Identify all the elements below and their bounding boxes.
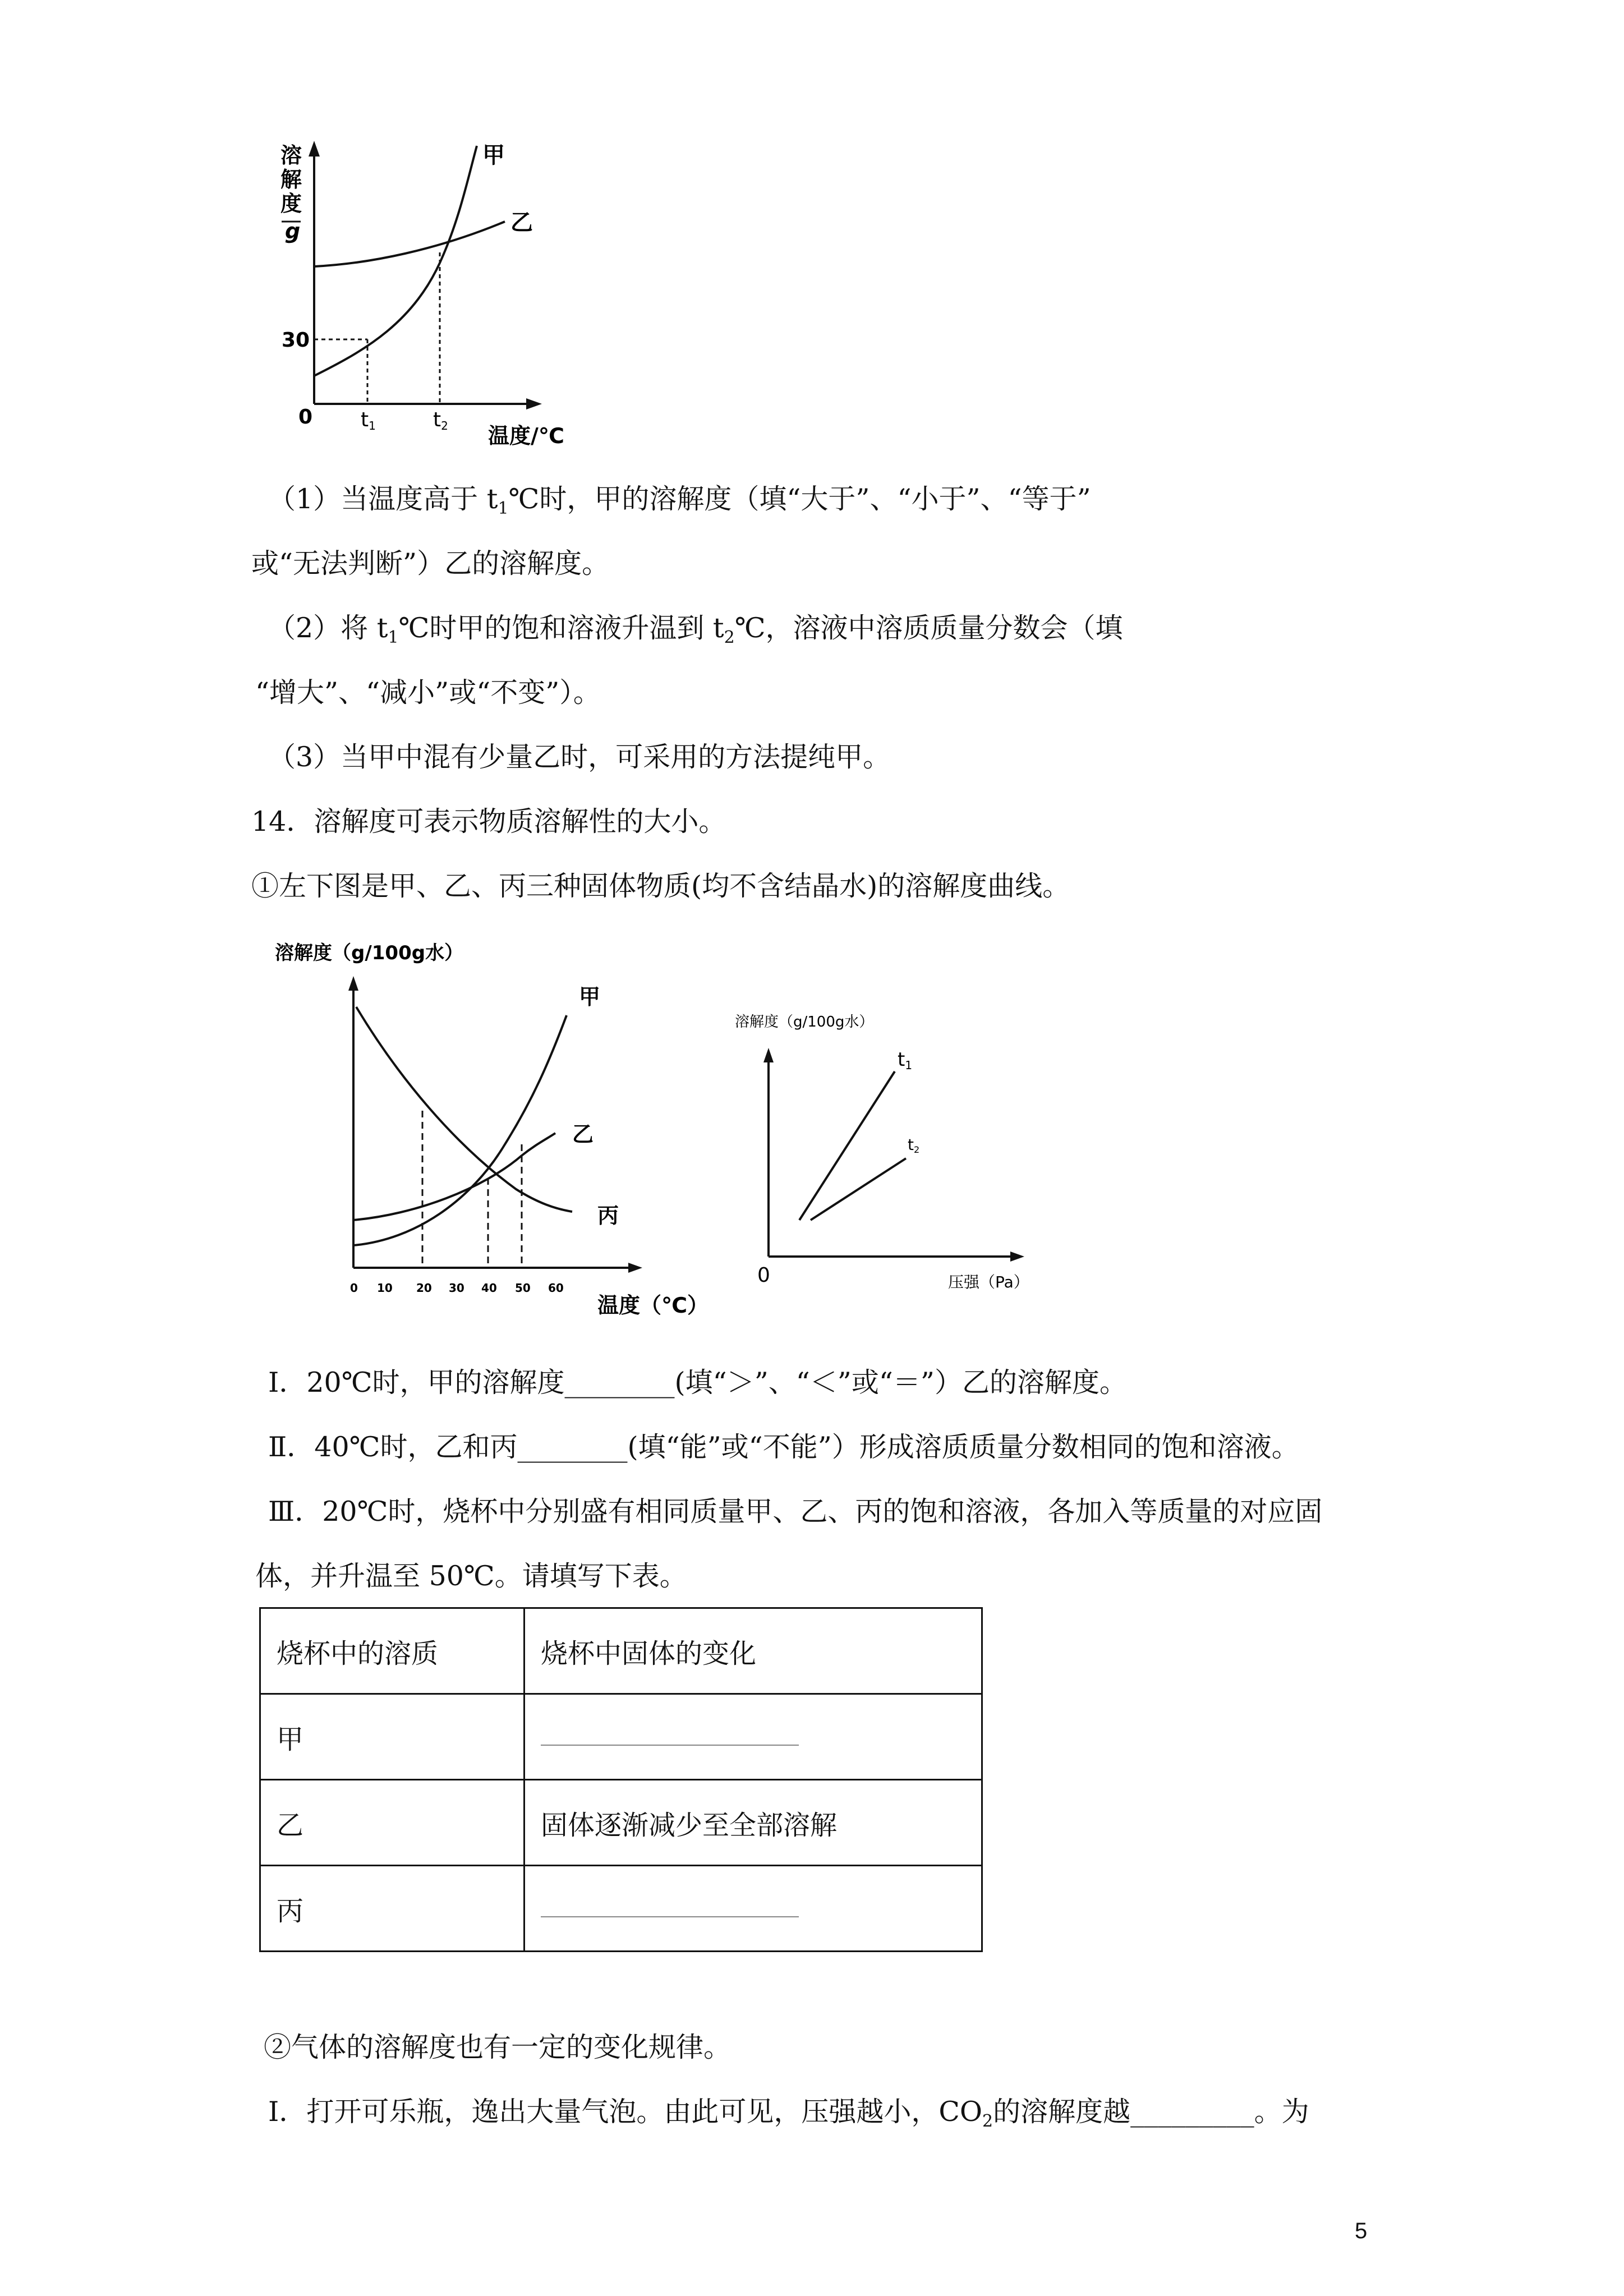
part2-title: ②气体的溶解度也有一定的变化规律。	[264, 2031, 732, 2063]
tick-t2: t2	[433, 408, 448, 432]
table-row	[260, 1866, 982, 1952]
q14-part1: ①左下图是甲、乙、丙三种固体物质(均不含结晶水)的溶解度曲线。	[251, 870, 1070, 902]
fig2-tick: 30	[449, 1281, 464, 1295]
fig2-label-bing: 丙	[597, 1203, 619, 1228]
tick-t1: t1	[361, 408, 376, 432]
fig3-y-label: 溶解度（g/100g水）	[735, 1014, 874, 1030]
q1-line-2: 或“无法判断”）乙的溶解度。	[251, 547, 610, 579]
fig3-label-t2: t2	[908, 1135, 920, 1155]
y-label-char-1: 溶	[280, 143, 302, 168]
y-label-char-2: 解	[280, 167, 302, 192]
fig3-origin: 0	[757, 1264, 770, 1287]
fig2-tick: 10	[377, 1281, 393, 1295]
table-row	[260, 1780, 982, 1866]
fig2-curve-yi	[353, 1133, 555, 1220]
page-number: 5	[1355, 2219, 1368, 2243]
fig2-tick: 20	[416, 1281, 432, 1295]
question-iii-line-2: 体，并升温至 50℃。请填写下表。	[255, 1560, 687, 1592]
fig2-tick: 60	[548, 1281, 564, 1295]
part2-question-i: Ⅰ．打开可乐瓶，逸出大量气泡。由此可见，压强越小，$CO_2$的溶解度越_________。为	[268, 2096, 1309, 2131]
cell-change-blank[interactable]	[525, 1866, 982, 1952]
fig3-x-label: 压强（Pa）	[948, 1273, 1029, 1291]
table-row	[260, 1694, 982, 1780]
question-ii: Ⅱ．40℃时，乙和丙________(填“能”或“不能”）形成溶质质量分数相同的饱和溶液。	[268, 1431, 1299, 1463]
question-iii-line-1: Ⅲ．20℃时，烧杯中分别盛有相同质量甲、乙、丙的饱和溶液，各加入等质量的对应固	[268, 1496, 1323, 1527]
y-axis-arrow	[309, 141, 320, 157]
cell-change: 固体逐渐减少至全部溶解	[525, 1780, 982, 1866]
answer-blank[interactable]	[541, 1899, 799, 1917]
fig2-curve-bing	[356, 1007, 572, 1212]
fig2-tick: 50	[515, 1281, 531, 1295]
y-unit: g	[285, 219, 301, 243]
fig2-tick: 0	[350, 1281, 358, 1295]
fig2-label-jia: 甲	[579, 984, 601, 1009]
y-label-char-3: 度	[280, 191, 302, 216]
fig2-x-arrow	[628, 1263, 642, 1273]
tick-30: 30	[282, 329, 310, 352]
q1-line-1: （1）当温度高于 $t_1℃$时，甲的溶解度（填“大于”、“小于”、“等于”	[268, 483, 1091, 518]
cell-solute: 丙	[260, 1866, 525, 1952]
fig3-line-t2	[811, 1158, 906, 1220]
fig2-label-yi: 乙	[572, 1122, 594, 1147]
header-solute: 烧杯中的溶质	[260, 1608, 525, 1694]
fig2-y-label: 溶解度（g/100g水）	[275, 942, 464, 964]
q14-title: 14．溶解度可表示物质溶解性的大小。	[251, 806, 726, 838]
solubility-chart-1	[269, 137, 583, 452]
fig3-x-arrow	[1010, 1251, 1024, 1262]
q2-line-1: （2）将 $t_1℃$时甲的饱和溶液升温到 $t_2℃$，溶液中溶质质量分数会（填	[268, 612, 1123, 647]
table-header-row	[260, 1608, 982, 1694]
fig2-tick: 40	[481, 1281, 497, 1295]
cell-change-blank[interactable]	[525, 1694, 982, 1780]
fig3-label-t1: t1	[898, 1048, 913, 1072]
curve-yi	[314, 222, 505, 266]
fig2-x-label: 温度（℃）	[597, 1293, 709, 1318]
answer-blank[interactable]	[541, 1728, 799, 1746]
fig2-curve-jia	[353, 1015, 567, 1245]
question-i: Ⅰ．20℃时，甲的溶解度________(填“＞”、“＜”或“＝”）乙的溶解度。	[268, 1366, 1127, 1398]
fig3-y-arrow	[763, 1048, 774, 1062]
origin-label: 0	[298, 406, 313, 429]
curve-label-jia: 甲	[482, 142, 505, 168]
curve-label-yi: 乙	[510, 210, 533, 236]
x-label: 温度/℃	[488, 424, 564, 448]
q3-line: （3）当甲中混有少量乙时，可采用的方法提纯甲。	[268, 741, 891, 773]
fig2-y-arrow	[348, 976, 358, 991]
q2-line-2: “增大”、“减小”或“不变”）。	[255, 677, 601, 708]
cell-solute: 甲	[260, 1694, 525, 1780]
solubility-chart-2	[269, 931, 740, 1324]
curve-jia	[314, 146, 477, 376]
header-change: 烧杯中固体的变化	[525, 1608, 982, 1694]
cell-solute: 乙	[260, 1780, 525, 1866]
gas-solubility-chart	[724, 999, 1060, 1301]
answer-table	[259, 1607, 983, 1952]
x-axis-arrow	[526, 398, 542, 409]
